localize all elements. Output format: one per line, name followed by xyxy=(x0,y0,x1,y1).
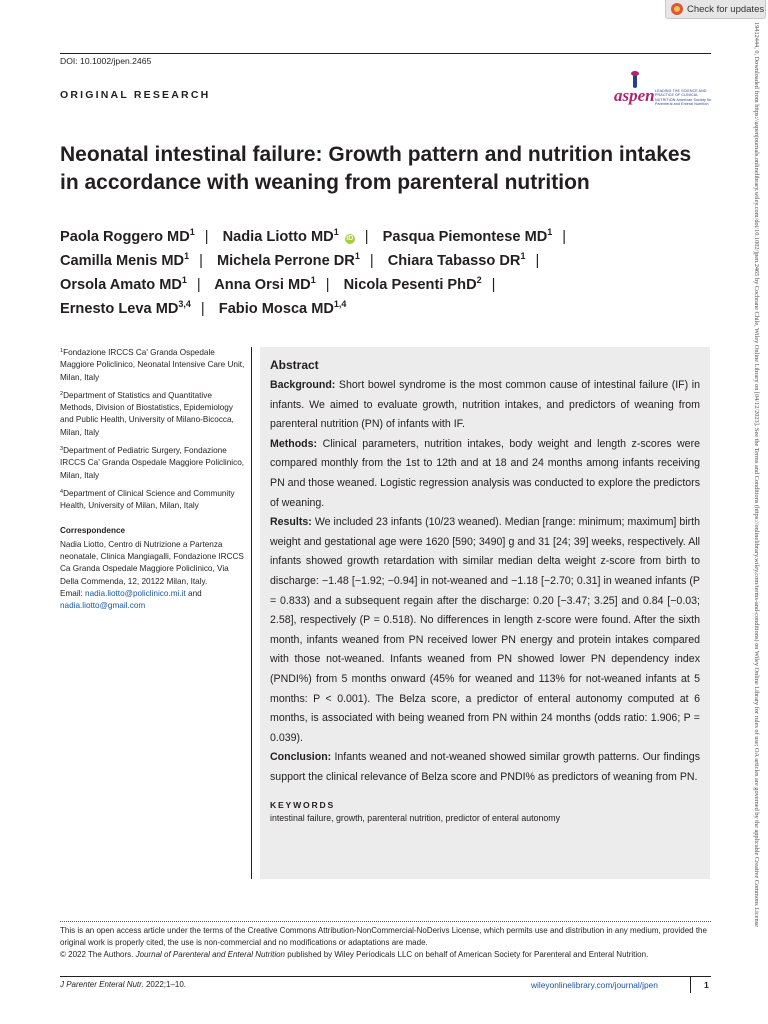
abstract-background: Background: Short bowel syndrome is the most common cause of intestinal failure (IF) in infants. We aimed to evaluate growth, nutrition intakes, and predictors of weaning from parenteral nutrition (PN) of infants with IF. xyxy=(270,379,700,431)
abstract-box xyxy=(260,347,710,879)
journal-reference: J Parenter Enteral Nutr. 2022;1–10. xyxy=(60,980,187,989)
license-notice xyxy=(60,925,711,962)
page-number: 1 xyxy=(704,980,709,990)
author-separator: | xyxy=(196,277,201,293)
abstract-results: Results: We included 23 infants (10/23 weaned). Median [range: minimum; maximum] birth weight and gestational age were 1620 [590; 3490] g and 31 [24; 39] weeks, respectively. All infants showed growth retardation with similar median delta weight z-score from birth to discharge: −1.48 [−1.92; −0.94] in not-weaned and −1.18 [−2.70; 0.31] in weaned infants (P = 0.833) and a subsequent regain after the discharge: 0.20 [−3.47; 3.25] and 0.84 [−0.03; 2.58], respectively (P = 0.518). No differences in length z-score were found. After the sixth month, infants weaned from PN received lower PN energy and protein intakes compared with those not-weaned. Infants weaned from PN showed lower PN dependency index (PNDI%) from 5 months onward (45% for weaned and 113% for not-weaned infants at 5 months: P < 0.001). The Belza score, a predictor of enteral autonomy computed at 6 months, is associated with being weaned from PN within 24 months (odds ratio: 1.906; P = 0.039). xyxy=(270,516,700,744)
author-name[interactable]: Orsola Amato $MD^1$ xyxy=(60,275,187,293)
author-name[interactable]: Paola Roggero $MD^1$ xyxy=(60,227,195,245)
author-name[interactable]: Michela Perrone $DR^1$ xyxy=(216,251,360,269)
download-side-note: 19412444, 0, Downloaded from https://aspenjournals.onlinelibrary.wiley.com/doi/10.1002/jpen.2465 by Cochrane Chile, Wiley Online Library on [04/12/2023]. See the Terms and Conditions (https://onlinelibrary.wiley.com/terms-and-conditions) on Wiley Online Library for rules of use; OA articles are governed by the applicable Creative Commons License xyxy=(753,22,760,927)
abstract-divider xyxy=(251,347,252,879)
copyright-line: © 2022 The Authors. Journal of Parenteral and Enteral Nutrition published by Wiley Periodicals LLC on behalf of American Society for Parenteral and Enteral Nutrition. xyxy=(60,950,649,960)
header-rule xyxy=(60,53,711,54)
author-separator: | xyxy=(325,277,330,293)
author-separator: | xyxy=(535,253,540,269)
correspondence-address: Nadia Liotto, Centro di Nutrizione a Partenza neonatale, Clinica Mangiagalli, Fondazione IRCCS Ca Granda Ospedale Maggiore Policlinico, Via Della Commenda, 12, 20122 Milan, Italy. xyxy=(60,539,244,586)
keywords: intestinal failure, growth, parenteral nutrition, predictor of enteral autonomy xyxy=(270,813,560,824)
abstract-conclusion: Conclusion: Infants weaned and not-weaned showed similar growth patterns. Our findings support the clinical relevance of Belza score and PNDI% as predictors of weaning from PN. xyxy=(270,751,700,783)
author-name[interactable]: Chiara Tabasso $DR^1$ xyxy=(387,251,526,269)
aspen-logo-tagline: LEADING THE SCIENCE AND PRACTICE OF CLINICAL NUTRITION American Society for Parenteral and Enteral Nutrition xyxy=(655,89,712,107)
email-link[interactable]: nadia.liotto@gmail.com xyxy=(60,601,146,611)
license-rule xyxy=(60,921,711,922)
aspen-logo xyxy=(614,74,712,108)
section-label: ORIGINAL RESEARCH xyxy=(60,89,211,101)
author-name[interactable]: Anna Orsi $MD^1$ xyxy=(214,275,316,293)
affiliation: $^1$Fondazione IRCCS Ca' Granda Ospedale Maggiore Policlinico, Neonatal Intensive Care Unit, Milan, Italy xyxy=(60,348,245,382)
abstract-heading: Abstract xyxy=(270,358,319,372)
author-name[interactable]: Pasqua Piemontese $MD^1$ xyxy=(382,227,553,245)
footer-rule xyxy=(60,976,711,977)
author-name[interactable]: Nicola Pesenti PhD$^2$ xyxy=(343,275,482,293)
author-separator: | xyxy=(562,229,567,245)
author-name[interactable]: Camilla Menis $MD^1$ xyxy=(60,251,190,269)
affiliations xyxy=(60,347,247,613)
author-name[interactable]: Ernesto Leva MD$^{3,4}$ xyxy=(60,299,191,317)
correspondence-heading: Correspondence xyxy=(60,525,126,535)
article-title: Neonatal intestinal failure: Growth pattern and nutrition intakes in accordance with weaning from parenteral nutrition xyxy=(60,143,692,194)
correspondence xyxy=(60,525,247,613)
email-link[interactable]: nadia.liotto@policlinico.mi.it xyxy=(85,589,186,599)
author-separator: | xyxy=(369,253,374,269)
author-separator: | xyxy=(199,253,203,269)
journal-url-link[interactable]: wileyonlinelibrary.com/journal/jpen xyxy=(531,980,658,990)
aspen-logo-word: aspen xyxy=(614,86,655,105)
crossmark-icon xyxy=(671,3,683,15)
page-number-divider xyxy=(690,976,691,993)
author-separator: | xyxy=(364,229,369,245)
author-name[interactable]: Nadia Liotto $MD^1$ iD xyxy=(222,227,354,245)
affiliation: $^3$Department of Pediatric Surgery, Fondazione IRCCS Ca' Granda Ospedale Maggiore Policlinico, Milan, Italy xyxy=(60,446,245,480)
check-for-updates-badge[interactable] xyxy=(665,0,766,19)
author-separator: | xyxy=(491,277,496,293)
orcid-icon[interactable]: iD xyxy=(346,235,354,242)
author-list xyxy=(60,225,700,321)
doi: DOI: 10.1002/jpen.2465 xyxy=(60,56,152,66)
author-separator: | xyxy=(200,301,205,317)
affiliation: $^2$Department of Statistics and Quantitative Methods, Division of Biostatistics, Epidemiology and Public Health, University of Milano-Bicocca, Milan, Italy xyxy=(60,390,234,437)
license-text: This is an open access article under the terms of the Creative Commons Attribution-NonCommercial-NoDerivs License, which permits use and distribution in any medium, provided the original work is properly cited, the use is non-commercial and no modifications or adaptations are made. xyxy=(60,926,707,948)
correspondence-email: Email: nadia.liotto@policlinico.mi.it and nadia.liotto@gmail.com xyxy=(60,589,202,611)
affiliation: $^4$Department of Clinical Science and Community Health, University of Milan, Milan, Italy xyxy=(60,488,235,511)
keywords-heading: KEYWORDS xyxy=(270,800,336,811)
check-for-updates-label: Check for updates xyxy=(687,3,765,15)
author-name[interactable]: Fabio Mosca MD$^{1,4}$ xyxy=(218,299,347,317)
author-separator: | xyxy=(204,229,209,245)
abstract-methods: Methods: Clinical parameters, nutrition intakes, body weight and length z-scores were compared monthly from the 1st to 12th and at 18 and 24 months among infants receiving PN and those weaned. Logistic regression analysis was conducted to explore the predictors of weaning. xyxy=(270,437,700,509)
